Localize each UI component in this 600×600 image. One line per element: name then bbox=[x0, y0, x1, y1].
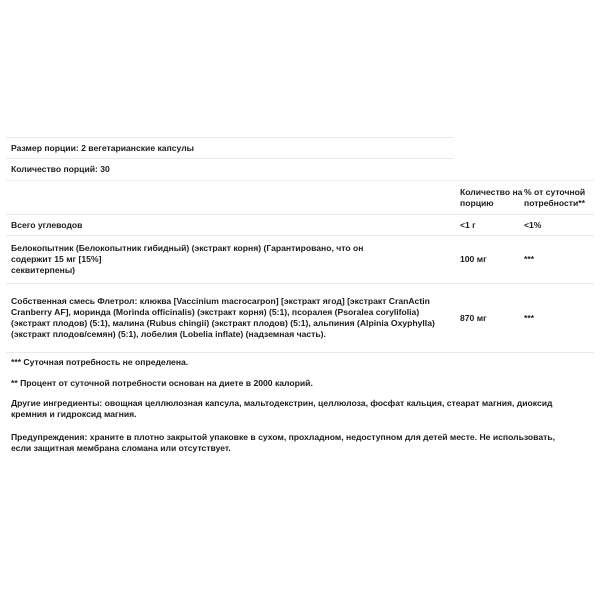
table-row bbox=[6, 215, 594, 236]
table-row bbox=[6, 236, 594, 284]
warnings: Предупреждения: храните в плотно закрытой упаковке в сухом, прохладном, недоступном для детей месте. Не использовать, если защитная мембрана сломана или отсутствует. bbox=[11, 432, 556, 453]
table-header-row bbox=[6, 181, 594, 215]
nutrient-amount: 100 мг bbox=[460, 236, 524, 284]
facts-table bbox=[6, 180, 594, 353]
nutrient-daily-value: *** bbox=[524, 284, 594, 353]
column-header-daily-value: % от суточной потребности** bbox=[524, 181, 594, 215]
table-row bbox=[6, 284, 594, 353]
nutrient-name-line: содержит 15 мг [15%] bbox=[11, 254, 102, 264]
nutrient-name: Всего углеводов bbox=[6, 215, 460, 236]
nutrient-daily-value: *** bbox=[524, 236, 594, 284]
nutrient-daily-value: <1% bbox=[524, 215, 594, 236]
nutrient-amount: 870 мг bbox=[460, 284, 524, 353]
servings-per-container: Количество порций: 30 bbox=[6, 158, 453, 180]
column-header-name bbox=[6, 181, 460, 215]
supplement-facts bbox=[6, 137, 594, 339]
nutrient-name bbox=[6, 236, 460, 284]
column-header-amount: Количество на порцию bbox=[460, 181, 524, 215]
other-ingredients: Другие ингредиенты: овощная целлюлозная капсула, мальтодекстрин, целлюлоза, фосфат кальция, стеарат магния, диоксид кремния и гидроксид магния. bbox=[11, 398, 553, 419]
nutrient-name-line: секвитерпены) bbox=[11, 265, 76, 275]
serving-size: Размер порции: 2 вегетарианские капсулы bbox=[6, 137, 453, 158]
nutrient-name-line: Белокопытник (Белокопытник гибидный) (экстракт корня) (Гарантировано, что он bbox=[11, 243, 364, 253]
nutrient-name: Собственная смесь Флетрол: клюква [Vaccinium macrocarpon] [экстракт ягод] [экстракт CranActin Cranberry AF], моринда (Morinda officinalis) (экстракт корня) (5:1), псоралея (Psoralea corylifolia) (экстракт плодов) (5:1), малина (Rubus chingii) (экстракт плодов) (5:1), альпиния (Alpinia Oxyphylla) (экстракт плодов/семян) (5:1), лобелия (Lobelia inflate) (надземная часть). bbox=[6, 284, 460, 353]
nutrient-amount: <1 г bbox=[460, 215, 524, 236]
footnote-not-established: *** Суточная потребность не определена. bbox=[11, 357, 189, 367]
footnote-percent-basis: ** Процент от суточной потребности основан на диете в 2000 калорий. bbox=[11, 378, 313, 388]
